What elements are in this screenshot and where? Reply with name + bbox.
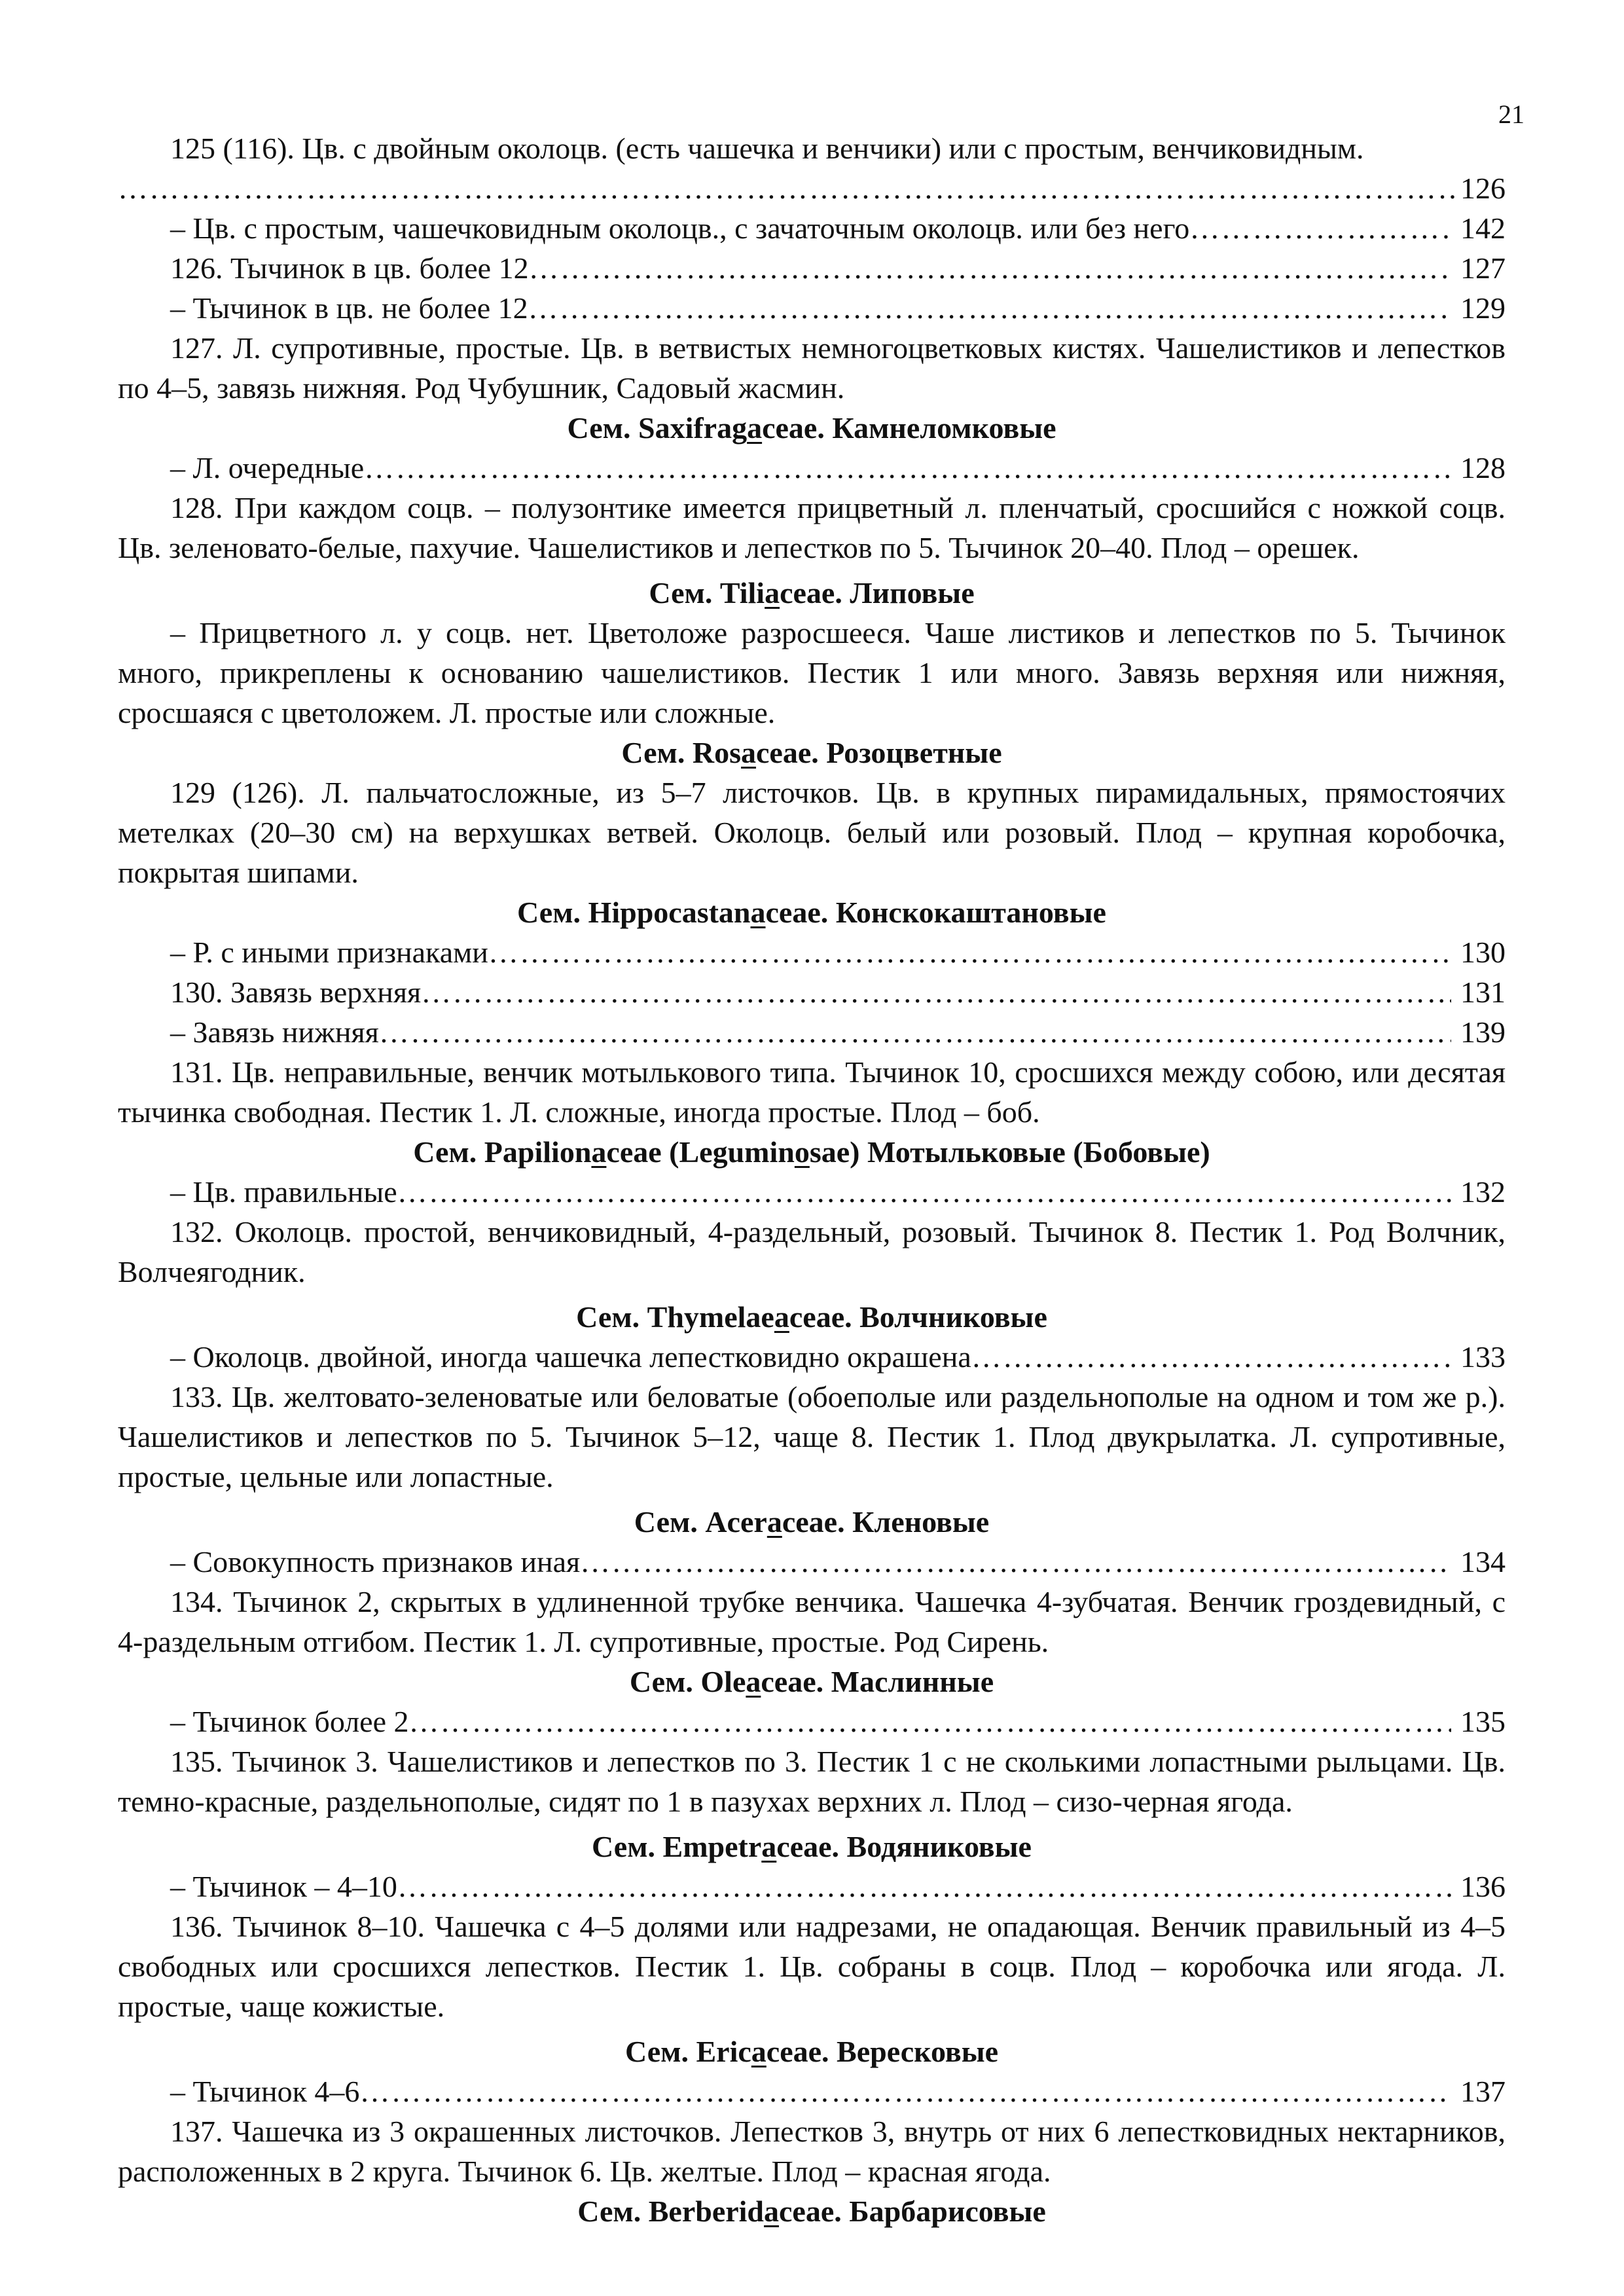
- dot-leader: [580, 1542, 1451, 1582]
- key-lead-line: [118, 288, 1506, 328]
- key-lead-line: [118, 972, 1506, 1012]
- key-lead-line: [118, 248, 1506, 288]
- family-name-part: ceae. Кленовые: [782, 1505, 990, 1539]
- reference-number: 137: [1460, 2075, 1506, 2108]
- key-lead-line: [118, 1172, 1506, 1212]
- family-name-part: Сем. Berberid: [577, 2195, 765, 2228]
- key-paragraph: 136. Тычинок 8–10. Чашечка с 4–5 долями или надрезами, не опадающая. Венчик правильный из 4–5 свободных или сросшихся лепестков. Пестик 1. Цв. собраны в соцв. Плод – коробочка или ягода. Л. простые, чаще кожистые.: [118, 1910, 1506, 2023]
- reference-number: 127: [1460, 251, 1506, 285]
- key-lead-line: [118, 1867, 1506, 1906]
- family-name-part: Сем. Empetr: [592, 1830, 762, 1863]
- family-name-part: Сем. Eric: [624, 2035, 751, 2068]
- key-paragraph: 135. Тычинок 3. Чашелистиков и лепестков по 3. Пестик 1 с не сколькими лопастными рыльцами. Цв. темно-красные, раздельнополые, сидят по 1 в пазухах верхних л. Плод – сизо-черная ягода.: [118, 1745, 1506, 1818]
- key-paragraph: – Прицветного л. у соцв. нет. Цветоложе разросшееся. Чаше листиков и лепестков по 5. Тычинок много, прикреплены к основанию чашелистиков. Пестик 1 или много. Завязь верхняя или нижняя, сросшаяся с цветоложем. Л. простые или сложные.: [118, 616, 1506, 729]
- stress-mark: a: [761, 1830, 777, 1863]
- key-lead-line: [118, 1542, 1506, 1582]
- family-name-part: Сем. Acer: [634, 1505, 767, 1539]
- reference-number: 133: [1460, 1340, 1506, 1374]
- lead-text: – Л. очередные: [170, 451, 365, 484]
- dot-leader: [359, 2071, 1451, 2111]
- lead-text: – Цв. правильные: [170, 1175, 397, 1209]
- reference-number: 142: [1460, 211, 1506, 245]
- lead-text: – Тычинок в цв. не более 12: [170, 291, 528, 325]
- dot-leader: [1189, 208, 1451, 248]
- dot-leader: [397, 1172, 1451, 1212]
- stress-mark: a: [765, 576, 780, 610]
- key-paragraph: 125 (116). Цв. с двойным околоцв. (есть чашечка и венчики) или с простым, венчиковидным.: [170, 132, 1364, 165]
- stress-mark: a: [746, 1665, 761, 1698]
- reference-number: 139: [1460, 1015, 1506, 1049]
- stress-mark: a: [764, 2195, 780, 2228]
- reference-number: 134: [1460, 1545, 1506, 1578]
- lead-text: – Тычинок 4–6: [170, 2075, 360, 2108]
- key-lead-line: [118, 448, 1506, 488]
- stress-mark: a: [767, 1505, 782, 1539]
- key-paragraph: 128. При каждом соцв. – полузонтике имеется прицветный л. пленчатый, сросшийся с ножкой соцв. Цв. зеленовато-белые, пахучие. Чашелистиков и лепестков по 5. Тычинок 20–40. Плод – орешек.: [118, 491, 1506, 564]
- key-lead-line: [118, 208, 1506, 248]
- key-lead-line: [118, 1702, 1506, 1741]
- lead-text: – Околоцв. двойной, иногда чашечка лепестковидно окрашена: [170, 1340, 971, 1374]
- family-name-part: ceae. Маслинные: [761, 1665, 994, 1698]
- family-heading: [118, 733, 1506, 773]
- lead-text: – Тычинок более 2: [170, 1705, 409, 1738]
- family-heading: [118, 1502, 1506, 1542]
- lead-text: 130. Завязь верхняя: [170, 975, 422, 1009]
- reference-number: 126: [1460, 172, 1506, 205]
- lead-text: – Цв. с простым, чашечковидным околоцв., с зачаточным околоцв. или без него: [170, 211, 1190, 245]
- reference-number: 128: [1460, 451, 1506, 484]
- key-text: [118, 128, 1506, 2231]
- stress-mark: a: [774, 1300, 789, 1334]
- family-name-part: ceae. Водяниковые: [776, 1830, 1032, 1863]
- page-number: 21: [1498, 100, 1525, 129]
- family-name-part: sae) Мотыльковые (Бобовые): [809, 1135, 1210, 1169]
- family-heading: [118, 1827, 1506, 1867]
- family-name-part: ceae. Конскокаштановые: [765, 896, 1106, 929]
- stress-mark: a: [747, 411, 763, 445]
- key-lead-line: [118, 1337, 1506, 1377]
- lead-text: 126. Тычинок в цв. более 12: [170, 251, 529, 285]
- dot-leader: [118, 168, 1460, 208]
- key-lead-line: [118, 1012, 1506, 1052]
- reference-number: 135: [1460, 1705, 1506, 1738]
- stress-mark: a: [591, 1135, 607, 1169]
- family-name-part: Сем. Papilion: [413, 1135, 592, 1169]
- key-paragraph: 127. Л. супротивные, простые. Цв. в ветвистых немногоцветковых кистях. Чашелистиков и лепестков по 4–5, завязь нижняя. Род Чубушник, Садовый жасмин.: [118, 331, 1506, 405]
- dot-leader: [421, 972, 1451, 1012]
- dot-leader: [488, 932, 1451, 972]
- family-heading: [118, 408, 1506, 448]
- family-name-part: Сем. Ole: [629, 1665, 746, 1698]
- family-name-part: ceae (Legumin: [606, 1135, 795, 1169]
- family-name-part: ceae. Камнеломковые: [762, 411, 1056, 445]
- family-name-part: ceae. Липовые: [780, 576, 975, 610]
- stress-mark: a: [751, 2035, 767, 2068]
- dot-leader: [409, 1702, 1451, 1741]
- key-lead-line: [118, 932, 1506, 972]
- stress-mark: o: [794, 1135, 810, 1169]
- reference-number: 136: [1460, 1870, 1506, 1903]
- family-name-part: Сем. Hippocastan: [517, 896, 751, 929]
- reference-number: 132: [1460, 1175, 1506, 1209]
- family-name-part: Сем. Ros: [621, 736, 742, 769]
- key-lead-line: [118, 168, 1506, 208]
- dot-leader: [971, 1337, 1451, 1377]
- dot-leader: [529, 248, 1451, 288]
- family-name-part: ceae. Барбарисовые: [779, 2195, 1046, 2228]
- family-heading: [118, 1297, 1506, 1337]
- reference-number: 131: [1460, 975, 1506, 1009]
- dot-leader: [397, 1867, 1451, 1906]
- key-paragraph: 137. Чашечка из 3 окрашенных листочков. Лепестков 3, внутрь от них 6 лепестковидных нектарников, расположенных в 2 круга. Тычинок 6. Цв. желтые. Плод – красная ягода.: [118, 2115, 1506, 2188]
- key-paragraph: 129 (126). Л. пальчатосложные, из 5–7 листочков. Цв. в крупных пирамидальных, прямостоячих метелках (20–30 см) на верхушках ветвей. Околоцв. белый или розовый. Плод – крупная коробочка, покрытая шипами.: [118, 776, 1506, 889]
- lead-text: – Тычинок – 4–10: [170, 1870, 397, 1903]
- family-name-part: ceae. Волчниковые: [789, 1300, 1047, 1334]
- key-paragraph: 132. Околоцв. простой, венчиковидный, 4-раздельный, розовый. Тычинок 8. Пестик 1. Род Волчник, Волчеягодник.: [118, 1215, 1506, 1288]
- key-paragraph: 131. Цв. неправильные, венчик мотылькового типа. Тычинок 10, сросшихся между собою, или десятая тычинка свободная. Пестик 1. Л. сложные, иногда простые. Плод – боб.: [118, 1055, 1506, 1129]
- lead-text: – Завязь нижняя: [170, 1015, 379, 1049]
- family-name-part: Сем. Thymelae: [576, 1300, 774, 1334]
- family-name-part: Сем. Tili: [649, 576, 765, 610]
- key-lead-line: [118, 2071, 1506, 2111]
- key-paragraph: 134. Тычинок 2, скрытых в удлиненной трубке венчика. Чашечка 4-зубчатая. Венчик гроздевидный, с 4-раздельным отгибом. Пестик 1. Л. супротивные, простые. Род Сирень.: [118, 1585, 1506, 1658]
- lead-text: – Р. с иными признаками: [170, 936, 488, 969]
- reference-number: 130: [1460, 936, 1506, 969]
- family-heading: [118, 1662, 1506, 1702]
- family-name-part: ceae. Розоцветные: [756, 736, 1002, 769]
- family-heading: [118, 1132, 1506, 1172]
- dot-leader: [528, 288, 1451, 328]
- reference-number: 129: [1460, 291, 1506, 325]
- family-heading: [118, 892, 1506, 932]
- stress-mark: a: [750, 896, 766, 929]
- lead-text: – Совокупность признаков иная: [170, 1545, 581, 1578]
- family-name-part: ceae. Вересковые: [766, 2035, 999, 2068]
- family-heading: [118, 2032, 1506, 2071]
- family-heading: [118, 2191, 1506, 2231]
- dot-leader: [364, 448, 1451, 488]
- family-name-part: Сем. Saxifrag: [567, 411, 748, 445]
- family-heading: [118, 573, 1506, 613]
- key-paragraph: 133. Цв. желтовато-зеленоватые или беловатые (обоеполые или раздельнополые на одном и том же р.). Чашелистиков и лепестков по 5. Тычинок 5–12, чаще 8. Пестик 1. Плод двукрылатка. Л. супротивные, простые, цельные или лопастные.: [118, 1380, 1506, 1493]
- stress-mark: a: [741, 736, 757, 769]
- dot-leader: [379, 1012, 1451, 1052]
